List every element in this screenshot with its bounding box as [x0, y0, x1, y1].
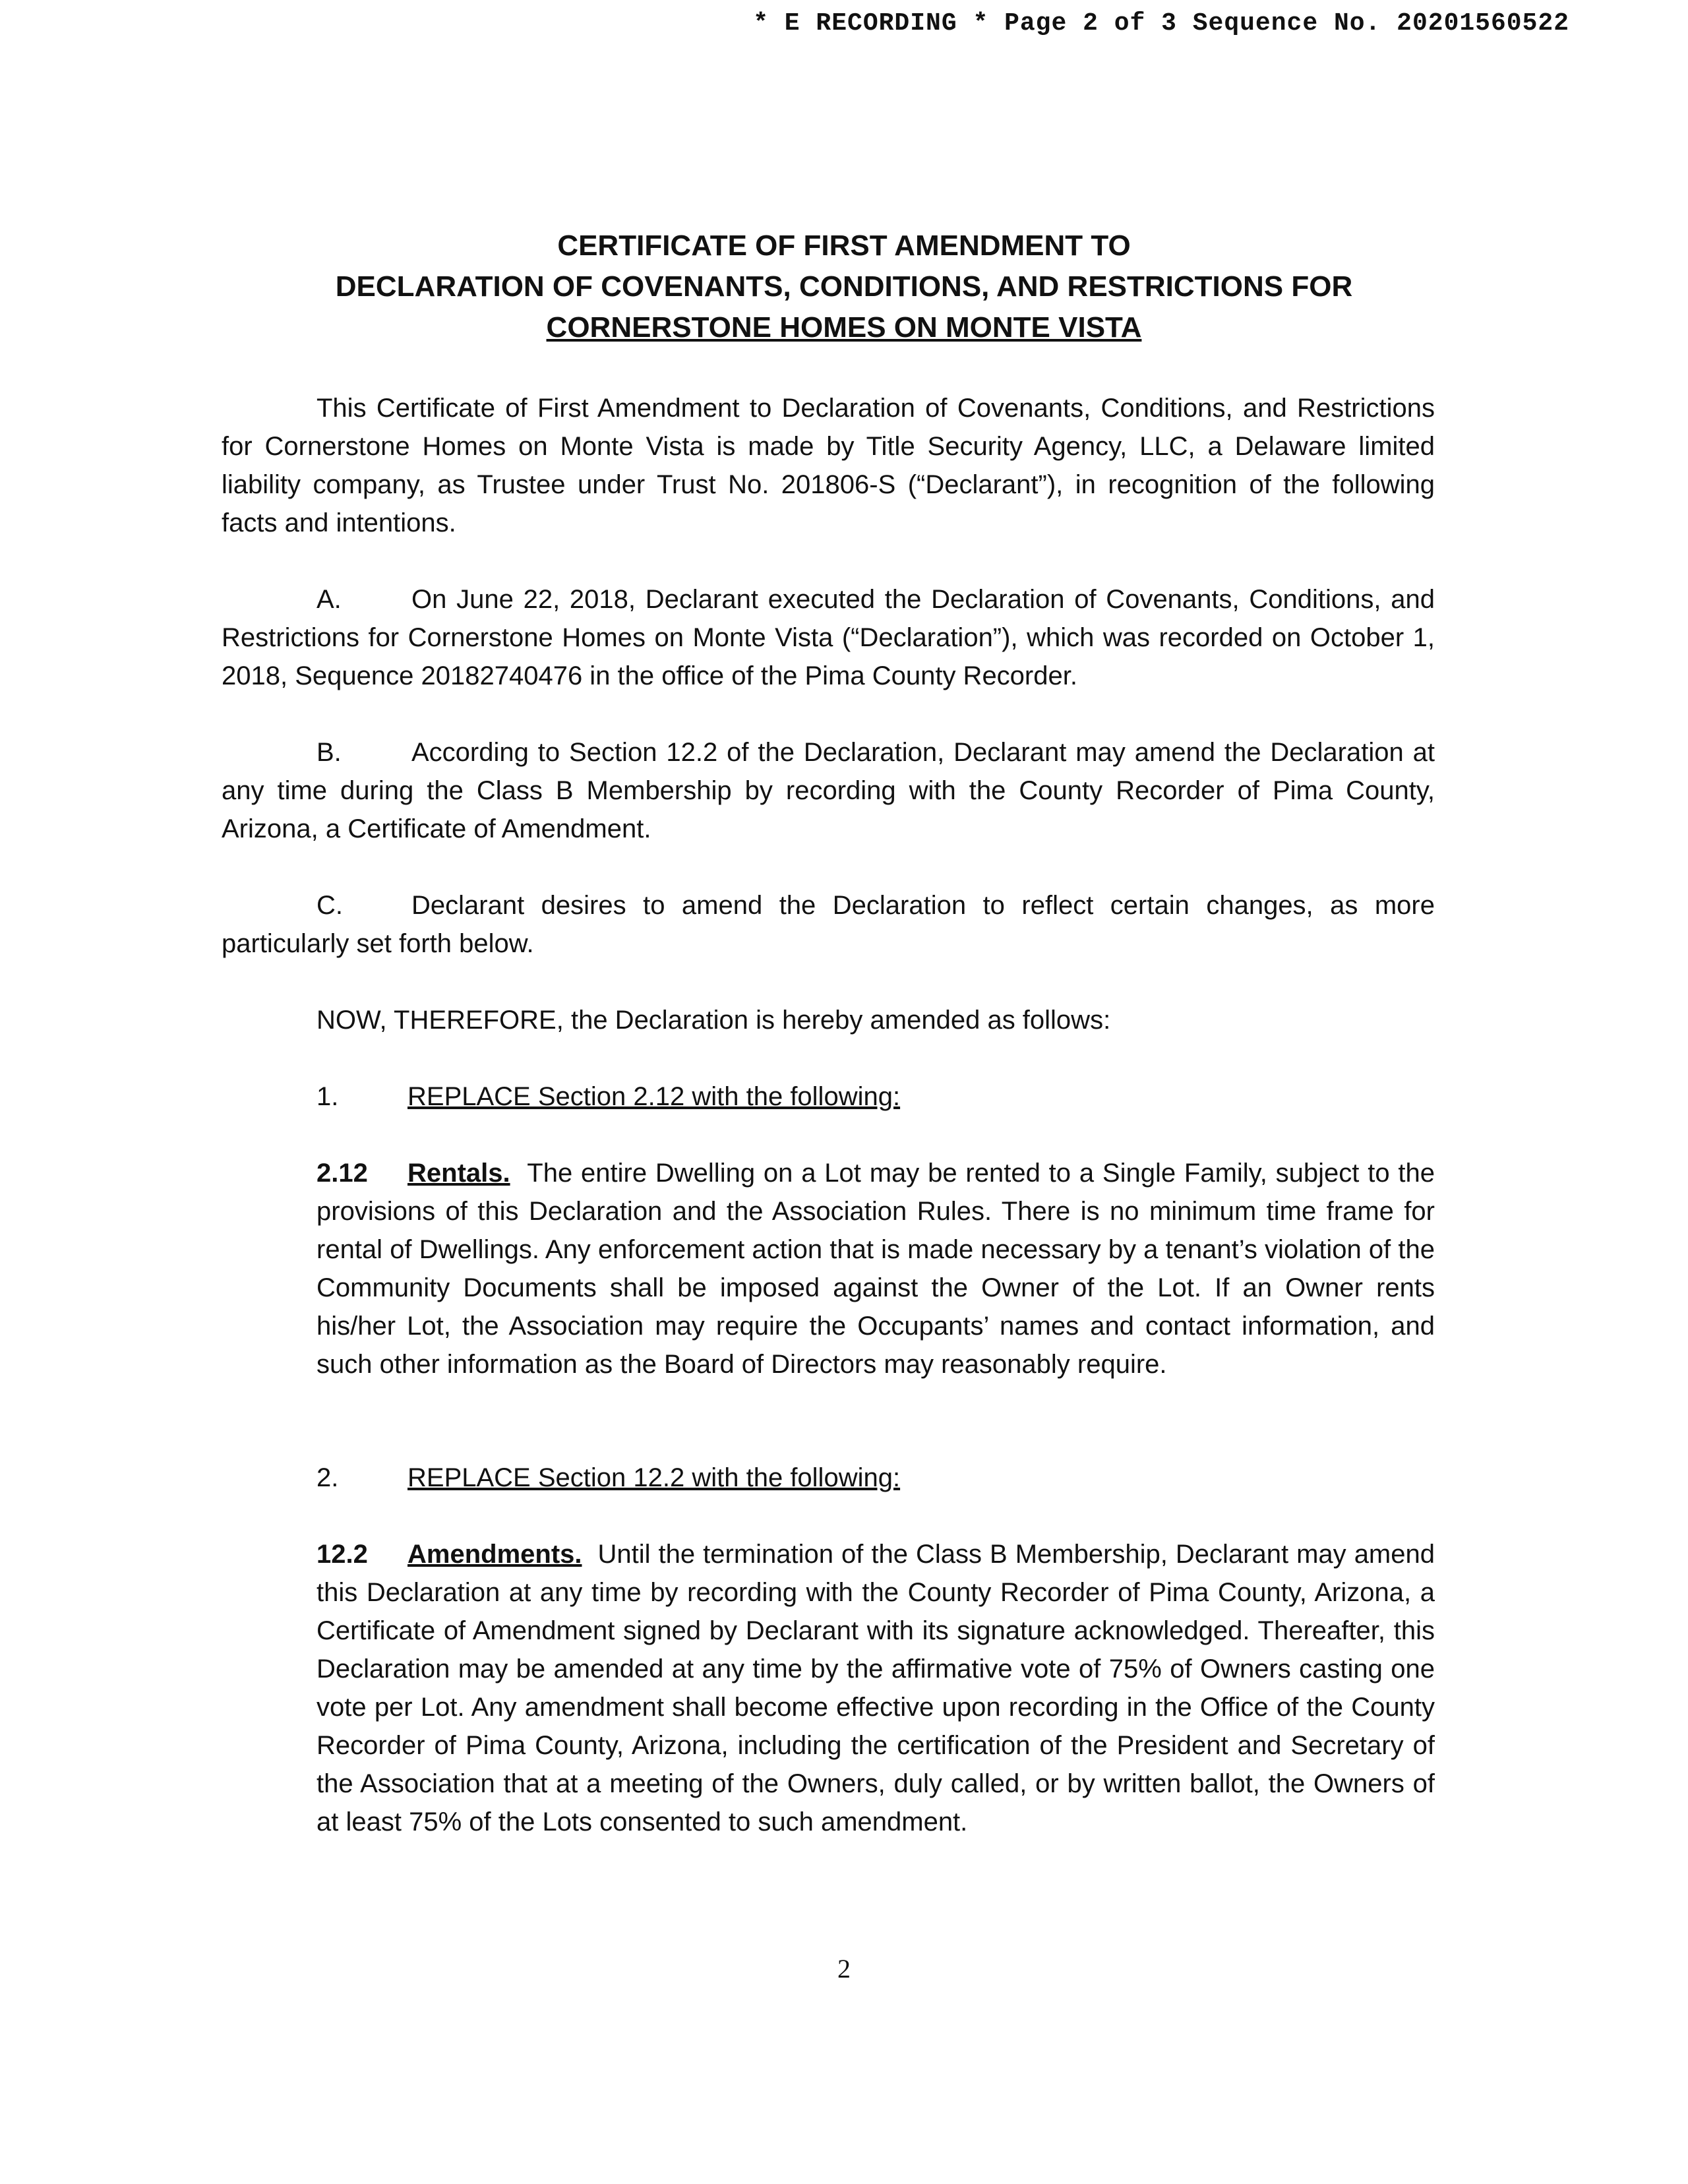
title-line-1: CERTIFICATE OF FIRST AMENDMENT TO — [557, 229, 1131, 262]
recording-stamp: * E RECORDING * Page 2 of 3 Sequence No. 20201560522 — [753, 9, 1569, 38]
intro-paragraph: This Certificate of First Amendment to Declaration of Covenants, Conditions, and Restrictions for Cornerstone Homes on Monte Vista is made by Title Security Agency, LLC, a Delaware limited liability company, as Trustee under Trust No. 201806-S (“Declarant”), in recognition of the following facts and intentions. — [222, 394, 1435, 537]
document-title — [0, 226, 1688, 348]
recital-b: B. According to Section 12.2 of the Declaration, Declarant may amend the Declaration at any time during the Class B Membership by recording with the County Recorder of Pima County, Arizona, a Certificate of Amendment. — [222, 738, 1435, 843]
therefore-clause: NOW, THEREFORE, the Declaration is hereby amended as follows: — [316, 1006, 1111, 1035]
recital-a: A. On June 22, 2018, Declarant executed the Declaration of Covenants, Conditions, and Restrictions for Cornerstone Homes on Monte Vista (“Declaration”), which was recorded on October 1, 2018, Sequence 20182740476 in the office of the Pima County Recorder. — [222, 585, 1435, 690]
section-2-12: 2.12 Rentals. The entire Dwelling on a Lot may be rented to a Single Family, subject to the provisions of this Declaration and the Association Rules. There is no minimum time frame for rental of Dwellings. Any enforcement action that is made necessary by a tenant’s violation of the Community Documents shall be imposed against the Owner of the Lot. If an Owner rents his/her Lot, the Association may require the Occupants’ names and contact information, and such other information as the Board of Directors may reasonably require. — [316, 1159, 1435, 1379]
recital-c: C. Declarant desires to amend the Declaration to reflect certain changes, as more particularly set forth below. — [222, 891, 1435, 958]
title-line-3: CORNERSTONE HOMES ON MONTE VISTA — [546, 311, 1142, 344]
section-12-2: 12.2 Amendments. Until the termination of the Class B Membership, Declarant may amend this Declaration at any time by recording with the County Recorder of Pima County, Arizona, a Certificate of Amendment signed by Declarant with its signature acknowledged. Thereafter, this Declaration may be amended at any time by the affirmative vote of 75% of Owners casting one vote per Lot. Any amendment shall become effective upon recording in the Office of the County Recorder of Pima County, Arizona, including the certification of the President and Secretary of the Association that at a meeting of the Owners, duly called, or by written ballot, the Owners of at least 75% of the Lots consented to such amendment. — [316, 1540, 1435, 1836]
page-number: 2 — [837, 1954, 851, 1984]
title-line-2: DECLARATION OF COVENANTS, CONDITIONS, AND RESTRICTIONS FOR — [335, 270, 1353, 303]
amendment-1-instruction: 1. REPLACE Section 2.12 with the following: — [316, 1082, 901, 1111]
amendment-2-instruction: 2. REPLACE Section 12.2 with the following: — [316, 1463, 901, 1492]
